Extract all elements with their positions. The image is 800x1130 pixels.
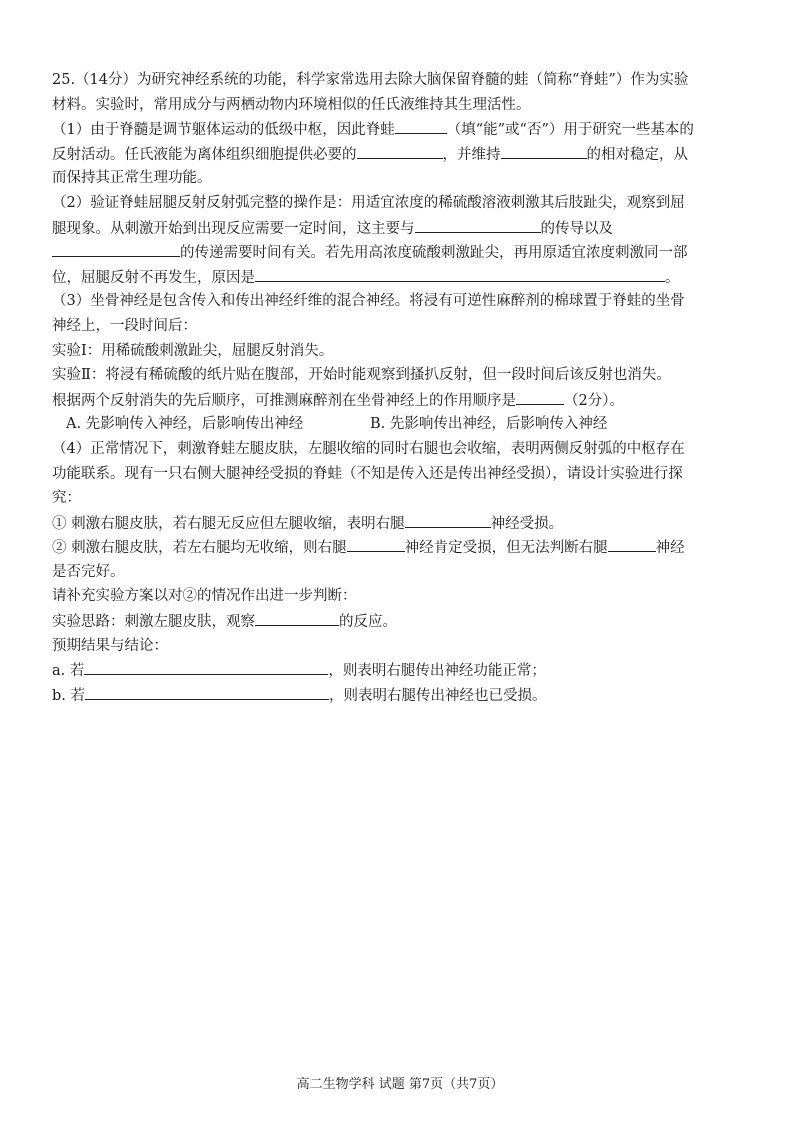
supplement-prompt: 请补充实验方案以对②的情况作出进一步判断： [52,588,357,605]
question-stem: 25.（14分）为研究神经系统的功能，科学家常选用去除大脑保留脊髓的蛙（简称“脊蛙”）作为实验 [52,72,689,88]
answer-blank[interactable] [501,142,587,159]
part3-line1: （3）坐骨神经是包含传入和传出神经纤维的混合神经。将浸有可逆性麻醉剂的棉球置于脊蛙的坐骨 [52,293,685,310]
case-2: ② 刺激右腿皮肤，若左右腿均无收缩，则右腿 神经肯定受损，但无法判断右腿 神经 [52,535,752,560]
part4-line2: 功能联系。现有一只右侧大腿神经受损的脊蛙（不知是传入还是传出神经受损），请设计实验进行探 [52,465,683,482]
case-1: ① 刺激右腿皮肤，若右腿无反应但左腿收缩，表明右腿 神经受损。 [52,511,752,536]
part1-line2: 反射活动。任氏液能为离体组织细胞提供必要的 ，并维持 的相对稳定，从 [52,142,752,167]
part4-line3: 究： [52,490,81,507]
part2-line3: 的传递需要时间有关。若先用高浓度硫酸刺激趾尖，再用原适宜浓度刺激同一部 [52,240,752,265]
answer-blank[interactable] [357,142,443,159]
options-row [52,412,752,437]
option-b[interactable]: B. 先影响传出神经，后影响传入神经 [370,416,608,433]
part3-line5: 根据两个反射消失的先后顺序，可推测麻醉剂在坐骨神经上的作用顺序是 （2分）。 [52,388,752,413]
answer-blank[interactable] [255,609,339,626]
part2-line1: （2）验证脊蛙屈腿反射反射弧完整的操作是：用适宜浓度的稀硫酸溶液刺激其后肢趾尖，观察到屈 [52,194,685,211]
question-stem-2: 材料。实验时，常用成分与两栖动物内环境相似的任氏液维持其生理活性。 [52,96,531,113]
part4-line1: （4）正常情况下，刺激脊蛙左腿皮肤，左腿收缩的同时右腿也会收缩，表明两侧反射弧的中枢存在 [52,440,685,457]
answer-blank[interactable] [52,240,180,257]
answer-blank[interactable] [255,265,665,282]
answer-blank[interactable] [347,535,405,552]
case-2-cont: 是否完好。 [52,563,125,580]
answer-blank[interactable] [516,388,564,405]
answer-blank[interactable] [405,511,491,528]
page-footer: 高二生物学科 试题 第7页（共7页） [296,1077,504,1092]
answer-blank[interactable] [85,683,329,700]
part2-line4: 位，屈腿反射不再发生，原因是 。 [52,265,752,290]
part1-line1: （1）由于脊髓是调节躯体运动的低级中枢，因此脊蛙 （填“能”或“否”）用于研究一些基本的 [52,117,752,142]
answer-blank[interactable] [84,658,328,675]
experiment-1: 实验Ⅰ：用稀硫酸刺激趾尖，屈腿反射消失。 [52,342,334,359]
result-a: a. 若 ，则表明右腿传出神经功能正常； [52,658,752,683]
answer-blank[interactable] [395,117,447,134]
part2-line2: 腿现象。从刺激开始到出现反应需要一定时间，这主要与 的传导以及 [52,216,752,241]
part1-line3: 而保持其正常生理功能。 [52,170,212,187]
option-a[interactable]: A. 先影响传入神经，后影响传出神经 [66,416,304,433]
question-25 [52,68,752,707]
expected-results: 预期结果与结论： [52,637,168,654]
experiment-2: 实验Ⅱ：将浸有稀硫酸的纸片贴在腹部，开始时能观察到搔扒反射，但一段时间后该反射也消失。 [52,367,671,384]
result-b: b. 若 ，则表明右腿传出神经也已受损。 [52,683,752,708]
experiment-idea: 实验思路：刺激左腿皮肤，观察 的反应。 [52,609,752,634]
answer-blank[interactable] [608,535,656,552]
part3-line2: 神经上，一段时间后： [52,317,197,334]
answer-blank[interactable] [415,216,541,233]
